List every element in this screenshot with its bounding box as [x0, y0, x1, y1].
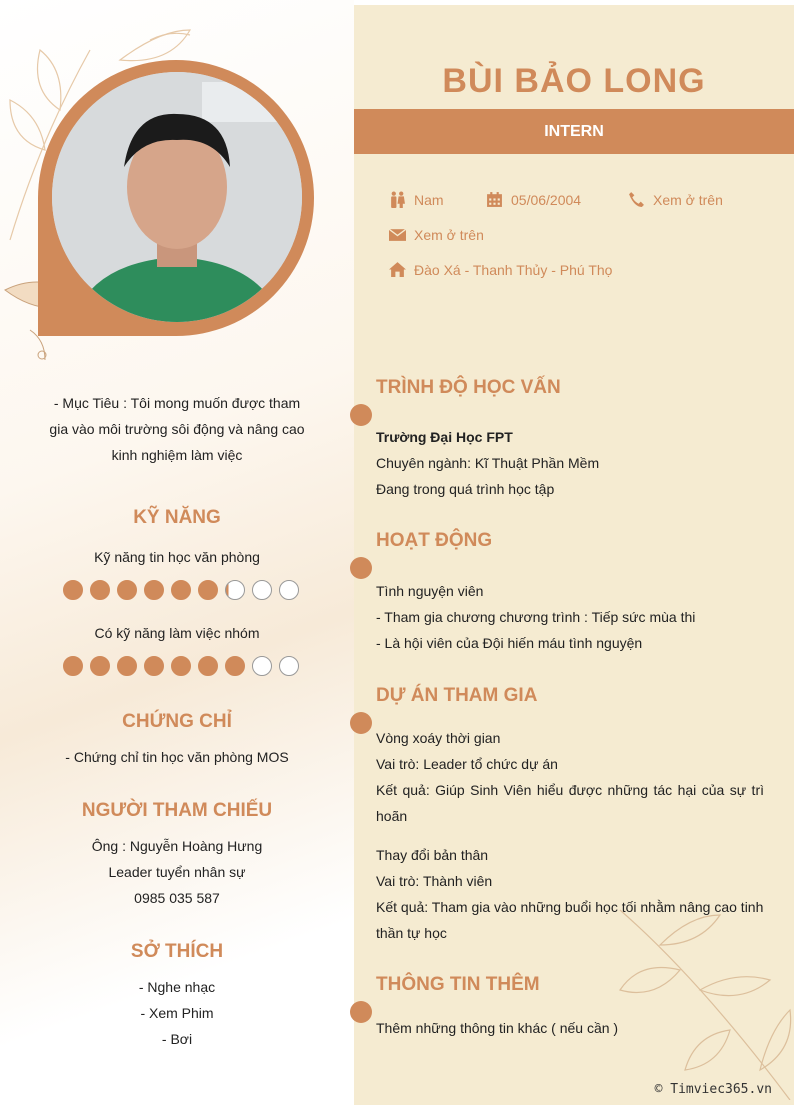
rating-dot — [117, 580, 137, 600]
position-banner: INTERN — [354, 109, 794, 154]
rating-dot — [171, 580, 191, 600]
rating-dot — [225, 580, 245, 600]
activity-line: - Tham gia chương chương trình : Tiếp sức mùa thi — [376, 609, 696, 625]
hobby-item: - Nghe nhạc — [138, 979, 216, 995]
education-line: Đang trong quá trình học tập — [376, 481, 555, 497]
phone-text: Xem ở trên — [653, 191, 723, 208]
project-result: Kết quả: Tham gia vào những buổi học tối nhằm nâng cao tinh thần tự học — [376, 899, 764, 941]
phone-icon — [628, 191, 645, 208]
objective-line: - Mục Tiêu : Tôi mong muốn được tham — [53, 395, 301, 411]
certificate-item: - Chứng chỉ tin học văn phòng MOS — [65, 749, 289, 765]
rating-dot — [279, 656, 299, 676]
rating-dot — [90, 656, 110, 676]
rating-dot — [171, 656, 191, 676]
home-icon — [389, 261, 406, 278]
objective-line: gia vào môi trường sôi động và nâng cao — [49, 421, 305, 437]
section-marker — [350, 1001, 372, 1023]
projects-title: DỰ ÁN THAM GIA — [376, 685, 538, 706]
school-name: Trường Đại Học FPT — [376, 429, 513, 445]
activities-details — [376, 578, 764, 656]
hobby-item: - Bơi — [161, 1031, 193, 1047]
activity-line: - Là hội viên của Đội hiến máu tình nguyện — [376, 635, 643, 651]
contact-address — [389, 261, 612, 278]
project-role: Vai trò: Leader tổ chức dự án — [376, 756, 558, 772]
certificates-title: CHỨNG CHỈ — [122, 711, 232, 732]
education-line: Chuyên ngành: Kĩ Thuật Phần Mềm — [376, 455, 600, 471]
footer-copyright: © Timviec365.vn — [654, 1082, 772, 1097]
birthday-text: 05/06/2004 — [511, 191, 582, 208]
project-2 — [376, 842, 764, 946]
section-marker — [350, 404, 372, 426]
reference-role: Leader tuyển nhân sự — [108, 864, 246, 880]
project-1 — [376, 725, 764, 829]
career-objective — [0, 390, 354, 468]
skills-title: KỸ NĂNG — [133, 507, 221, 528]
rating-dot — [63, 656, 83, 676]
skill-rating — [63, 580, 299, 600]
gender-text: Nam — [414, 191, 444, 208]
rating-dot — [144, 580, 164, 600]
avatar-photo — [52, 72, 302, 322]
rating-dot — [198, 656, 218, 676]
activities-title: HOẠT ĐỘNG — [376, 530, 493, 551]
objective-line: kinh nghiệm làm việc — [111, 447, 243, 463]
rating-dot — [90, 580, 110, 600]
project-role: Vai trò: Thành viên — [376, 873, 493, 889]
skill-name: Kỹ năng tin học văn phòng — [94, 549, 260, 565]
envelope-icon — [389, 226, 406, 243]
references-title: NGƯỜI THAM CHIẾU — [81, 800, 273, 821]
reference-name: Ông : Nguyễn Hoàng Hưng — [91, 838, 263, 854]
contact-email — [389, 226, 484, 243]
reference-details — [0, 833, 354, 911]
project-name: Vòng xoáy thời gian — [376, 730, 501, 746]
rating-dot — [225, 656, 245, 676]
rating-dot — [252, 656, 272, 676]
candidate-name: BÙI BẢO LONG — [442, 62, 706, 100]
skill-rating — [63, 656, 299, 676]
project-name: Thay đổi bản thân — [376, 847, 489, 863]
rating-dot — [144, 656, 164, 676]
hobby-item: - Xem Phim — [140, 1005, 214, 1021]
extra-info-title: THÔNG TIN THÊM — [376, 974, 540, 995]
hobbies-title: SỞ THÍCH — [130, 941, 224, 962]
contact-birthday — [486, 191, 581, 208]
education-title: TRÌNH ĐỘ HỌC VẤN — [376, 377, 561, 398]
calendar-icon — [486, 191, 503, 208]
rating-dot — [279, 580, 299, 600]
contact-phone — [628, 191, 723, 208]
hobbies-list — [0, 974, 354, 1052]
rating-dot — [63, 580, 83, 600]
project-result: Kết quả: Giúp Sinh Viên hiểu được những tác hại của sự trì hoãn — [376, 782, 764, 824]
address-text: Đào Xá - Thanh Thủy - Phú Thọ — [414, 261, 613, 278]
gender-icon — [389, 191, 406, 208]
rating-dot — [252, 580, 272, 600]
extra-info-text: Thêm những thông tin khác ( nếu cần ) — [376, 1020, 619, 1036]
rating-dot — [117, 656, 137, 676]
skill-name: Có kỹ năng làm việc nhóm — [94, 625, 260, 641]
activity-line: Tình nguyện viên — [376, 583, 484, 599]
contact-gender — [389, 191, 444, 208]
email-text: Xem ở trên — [414, 226, 484, 243]
section-marker — [350, 712, 372, 734]
reference-phone: 0985 035 587 — [134, 890, 220, 906]
education-details — [376, 424, 764, 502]
rating-dot — [198, 580, 218, 600]
section-marker — [350, 557, 372, 579]
